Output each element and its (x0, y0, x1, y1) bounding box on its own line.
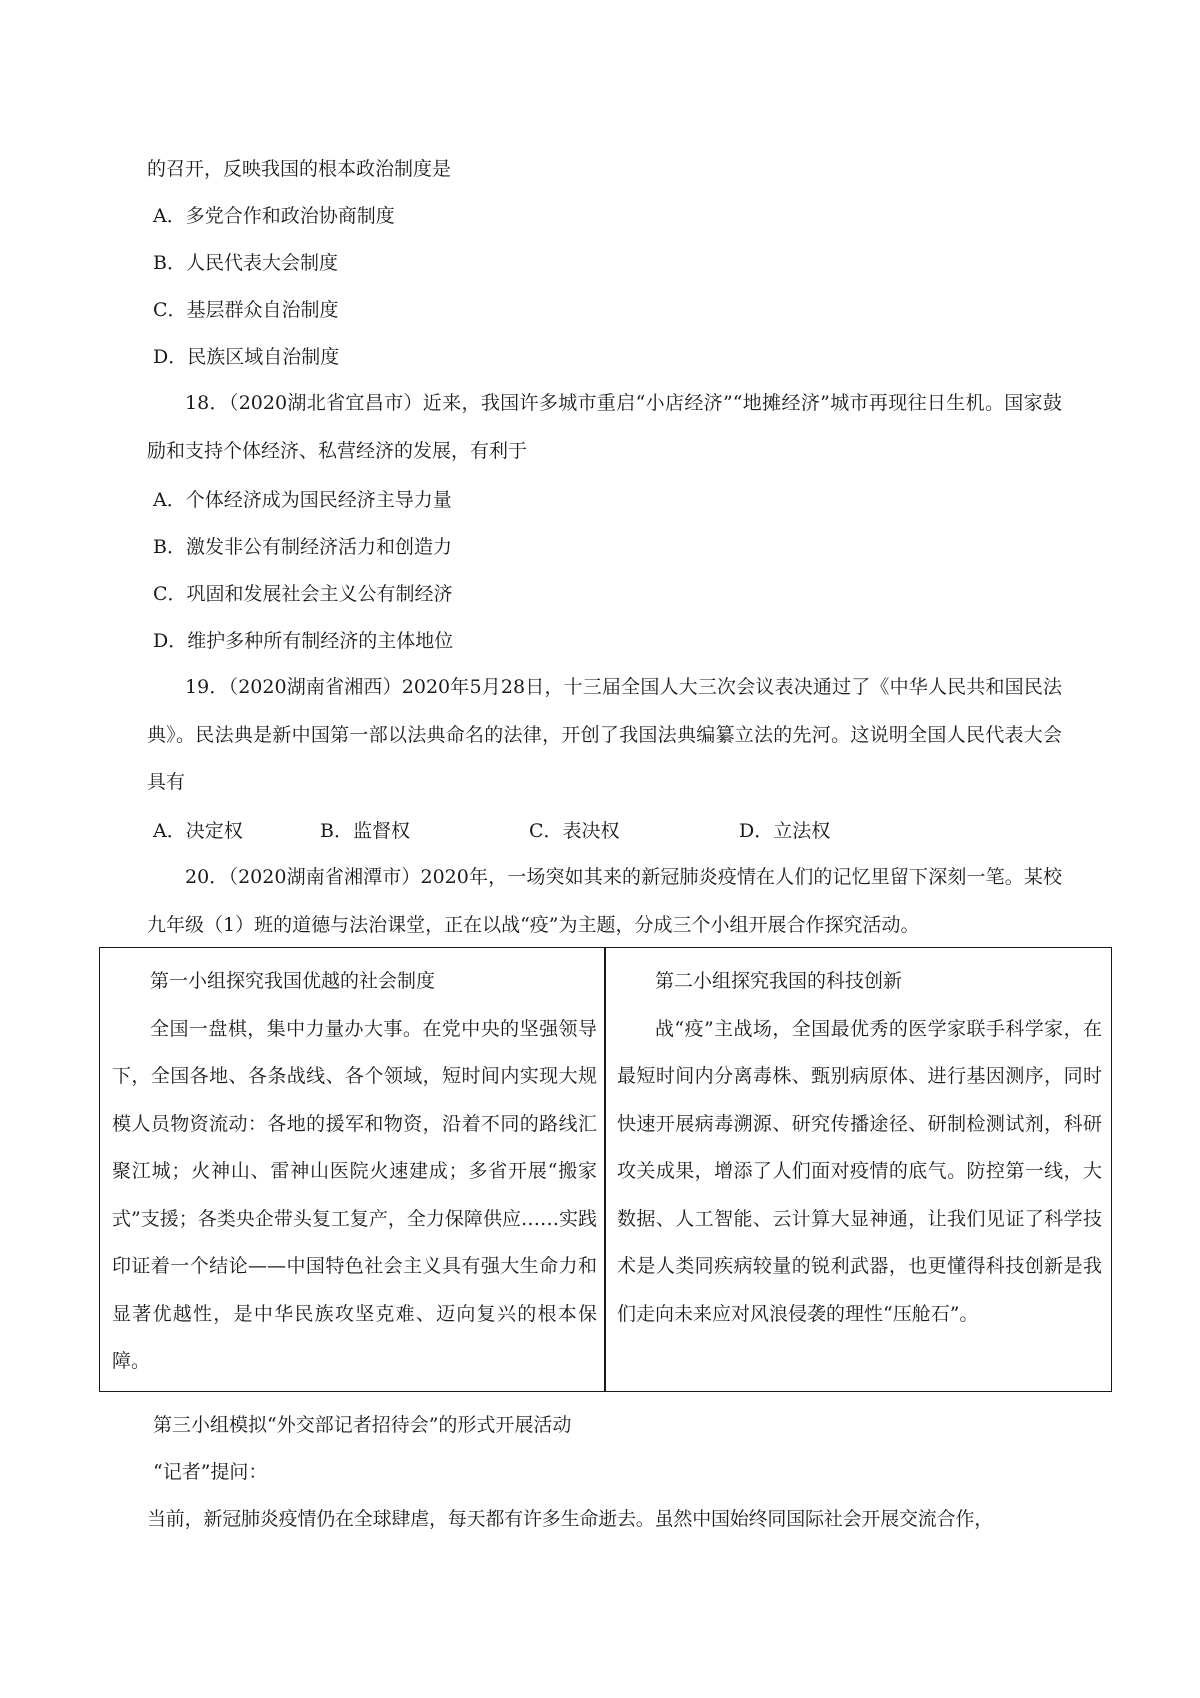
q18-stem: 18．（2020湖北省宜昌市）近来，我国许多城市重启“小店经济”“地摊经济”城市再现往日生机。国家鼓励和支持个体经济、私营经济的发展，有利于 (147, 392, 1062, 462)
group3-intro: 第三小组模拟“外交部记者招待会”的形式开展活动 (153, 1414, 572, 1436)
q17-option-a: A．多党合作和政治协商制度 (153, 205, 395, 227)
q19-option-a: A．决定权 (153, 820, 243, 842)
group1-title: 第一小组探究我国优越的社会制度 (150, 970, 436, 992)
q17-option-b: B．人民代表大会制度 (153, 252, 338, 274)
q18-option-d: D．维护多种所有制经济的主体地位 (153, 630, 454, 652)
q19-stem: 19．（2020湖南省湘西）2020年5月28日，十三届全国人大三次会议表决通过了《中华人民共和国民法典》。民法典是新中国第一部以法典命名的法律，开创了我国法典编纂立法的先河。这说明全国人民代表大会具有 (147, 676, 1062, 793)
q18-option-c: C．巩固和发展社会主义公有制经济 (153, 583, 453, 605)
table-cell-group1 (112, 958, 597, 1386)
q20-material-table (99, 947, 1112, 1392)
group2-title: 第二小组探究我国的科技创新 (655, 970, 903, 992)
q19-option-d: D．立法权 (739, 820, 831, 842)
group2-body: 战“疫”主战场，全国最优秀的医学家联手科学家，在最短时间内分离毒株、甄别病原体、进行基因测序，同时快速开展病毒溯源、研究传播途径、研制检测试剂，科研攻关成果，增添了人们面对疫情的底气。防控第一线，大数据、人工智能、云计算大显神通，让我们见证了科学技术是人类同疾病较量的锐利武器，也更懂得科技创新是我们走向未来应对风浪侵袭的理性“压舱石”。 (617, 1017, 1102, 1325)
q19-option-b: B．监督权 (320, 820, 410, 842)
q17-option-c: C．基层群众自治制度 (153, 299, 339, 321)
reporter-question: 当前，新冠肺炎疫情仍在全球肆虐，每天都有许多生命逝去。虽然中国始终同国际社会开展交流合作， (147, 1508, 994, 1530)
group1-body: 全国一盘棋，集中力量办大事。在党中央的坚强领导下，全国各地、各条战线、各个领域，短时间内实现大规模人员物资流动：各地的援军和物资，沿着不同的路线汇聚江城；火神山、雷神山医院火速建成；多省开展“搬家式”支援；各类央企带头复工复产，全力保障供应……实践印证着一个结论——中国特色社会主义具有强大生命力和显著优越性，是中华民族攻坚克难、迈向复兴的根本保障。 (112, 1017, 597, 1372)
q18-option-a: A．个体经济成为国民经济主导力量 (153, 489, 452, 511)
q17-option-d: D．民族区域自治制度 (153, 346, 340, 368)
q20-stem: 20．（2020湖南省湘潭市）2020年，一场突如其来的新冠肺炎疫情在人们的记忆里留下深刻一笔。某校九年级（1）班的道德与法治课堂，正在以战“疫”为主题，分成三个小组开展合作探究活动。 (147, 866, 1062, 936)
q17-stem-tail: 的召开，反映我国的根本政治制度是 (147, 158, 452, 180)
table-cell-group2 (617, 958, 1102, 1338)
table-divider (604, 948, 606, 1391)
q19-option-c: C．表决权 (529, 820, 620, 842)
reporter-label: “记者”提问： (153, 1461, 268, 1483)
q18-option-b: B．激发非公有制经济活力和创造力 (153, 536, 452, 558)
